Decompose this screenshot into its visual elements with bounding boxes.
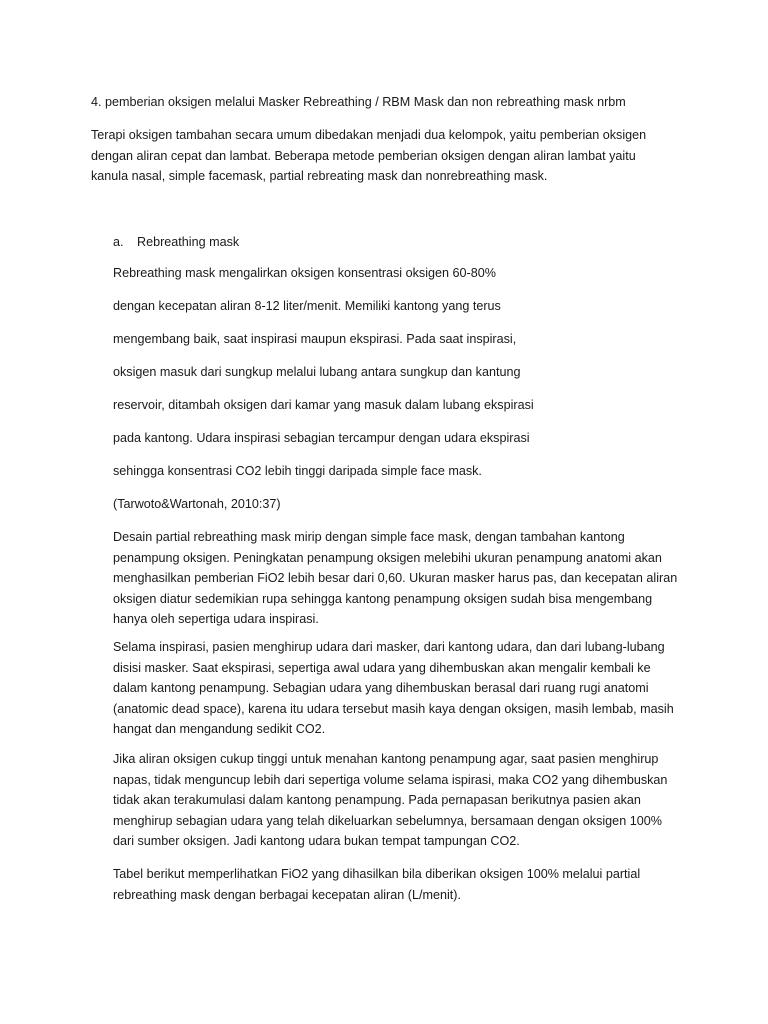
paragraph-line: Desain partial rebreathing mask mirip dengan simple face mask, dengan tambahan kantong	[113, 530, 625, 544]
paragraph-line: rebreathing mask dengan berbagai kecepatan aliran (L/menit).	[113, 887, 461, 902]
spaced-line: Rebreathing mask mengalirkan oksigen konsentrasi oksigen 60-80%	[113, 266, 496, 280]
intro-line: Terapi oksigen tambahan secara umum dibedakan menjadi dua kelompok, yaitu pemberian oksigen	[91, 128, 647, 142]
paragraph-line: menghirup sebagian udara yang telah dikeluarkan sebelumnya, bersamaan dengan oksigen 100%	[113, 813, 662, 828]
paragraph-line: menghasilkan pemberian FiO2 lebih besar dari 0,60. Ukuran masker harus pas, dan kecepatan aliran	[113, 571, 678, 585]
spaced-line: reservoir, ditambah oksigen dari kamar yang masuk dalam lubang ekspirasi	[113, 398, 534, 412]
paragraph-line: disisi masker. Saat ekspirasi, sepertiga awal udara yang dihembuskan akan mengalir kembali ke	[113, 660, 651, 675]
subsection-heading	[113, 232, 239, 253]
paragraph-line: Selama inspirasi, pasien menghirup udara dari masker, dari kantong udara, dan dari lubang-lubang	[113, 640, 665, 654]
paragraph-line: tidak akan terakumulasi dalam kantong penampung. Pada pernapasan berikutnya pasien akan	[113, 793, 641, 807]
paragraph-line: penampung oksigen. Peningkatan penampung oksigen melebihi ukuran penampung anatomi akan	[113, 550, 662, 565]
paragraph-line: Tabel berikut memperlihatkan FiO2 yang dihasilkan bila diberikan oksigen 100% melalui partial	[113, 867, 641, 881]
paragraph-line: oksigen diatur sedemikian rupa sehingga kantong penampung oksigen sudah bisa mengembang	[113, 591, 653, 606]
citation: (Tarwoto&Wartonah, 2010:37)	[113, 497, 281, 511]
intro-paragraph	[91, 125, 646, 187]
spaced-line: pada kantong. Udara inspirasi sebagian tercampur dengan udara ekspirasi	[113, 431, 530, 445]
spaced-line: sehingga konsentrasi CO2 lebih tinggi daripada simple face mask.	[113, 464, 482, 478]
paragraph-line: dalam kantong penampung. Sebagian udara yang dihembuskan berasal dari ruang rugi anatomi	[113, 681, 649, 695]
subsection-number: a.	[113, 235, 124, 249]
paragraph-line: hangat dan mengandung sedikit CO2.	[113, 722, 326, 736]
section-heading: 4. pemberian oksigen melalui Masker Rebreathing / RBM Mask dan non rebreathing mask nrbm	[91, 95, 626, 109]
paragraph-partial-rebreathing	[113, 527, 677, 630]
paragraph-line: Jika aliran oksigen cukup tinggi untuk menahan kantong penampung agar, saat pasien menghirup	[113, 752, 659, 766]
paragraph-aliran-oksigen	[113, 749, 667, 852]
subsection-title: Rebreathing mask	[137, 235, 240, 249]
intro-line: dengan aliran cepat dan lambat. Beberapa metode pemberian oksigen dengan aliran lambat yaitu	[91, 148, 636, 163]
spaced-line: mengembang baik, saat inspirasi maupun ekspirasi. Pada saat inspirasi,	[113, 332, 517, 346]
paragraph-line: napas, tidak menguncup lebih dari sepertiga volume selama ispirasi, maka CO2 yang dihembuskan	[113, 772, 668, 787]
spaced-line: dengan kecepatan aliran 8-12 liter/menit. Memiliki kantong yang terus	[113, 299, 501, 313]
paragraph-line: hanya oleh sepertiga udara inspirasi.	[113, 612, 319, 626]
paragraph-inspirasi	[113, 637, 674, 740]
paragraph-line: (anatomic dead space), karena itu udara tersebut masih kaya dengan oksigen, masih lembab, masih	[113, 701, 674, 716]
paragraph-tabel	[113, 864, 640, 905]
intro-line: kanula nasal, simple facemask, partial rebreating mask dan nonrebreathing mask.	[91, 169, 548, 183]
paragraph-line: dari sumber oksigen. Jadi kantong udara bukan tempat tampungan CO2.	[113, 834, 520, 848]
spaced-line: oksigen masuk dari sungkup melalui lubang antara sungkup dan kantung	[113, 365, 521, 379]
